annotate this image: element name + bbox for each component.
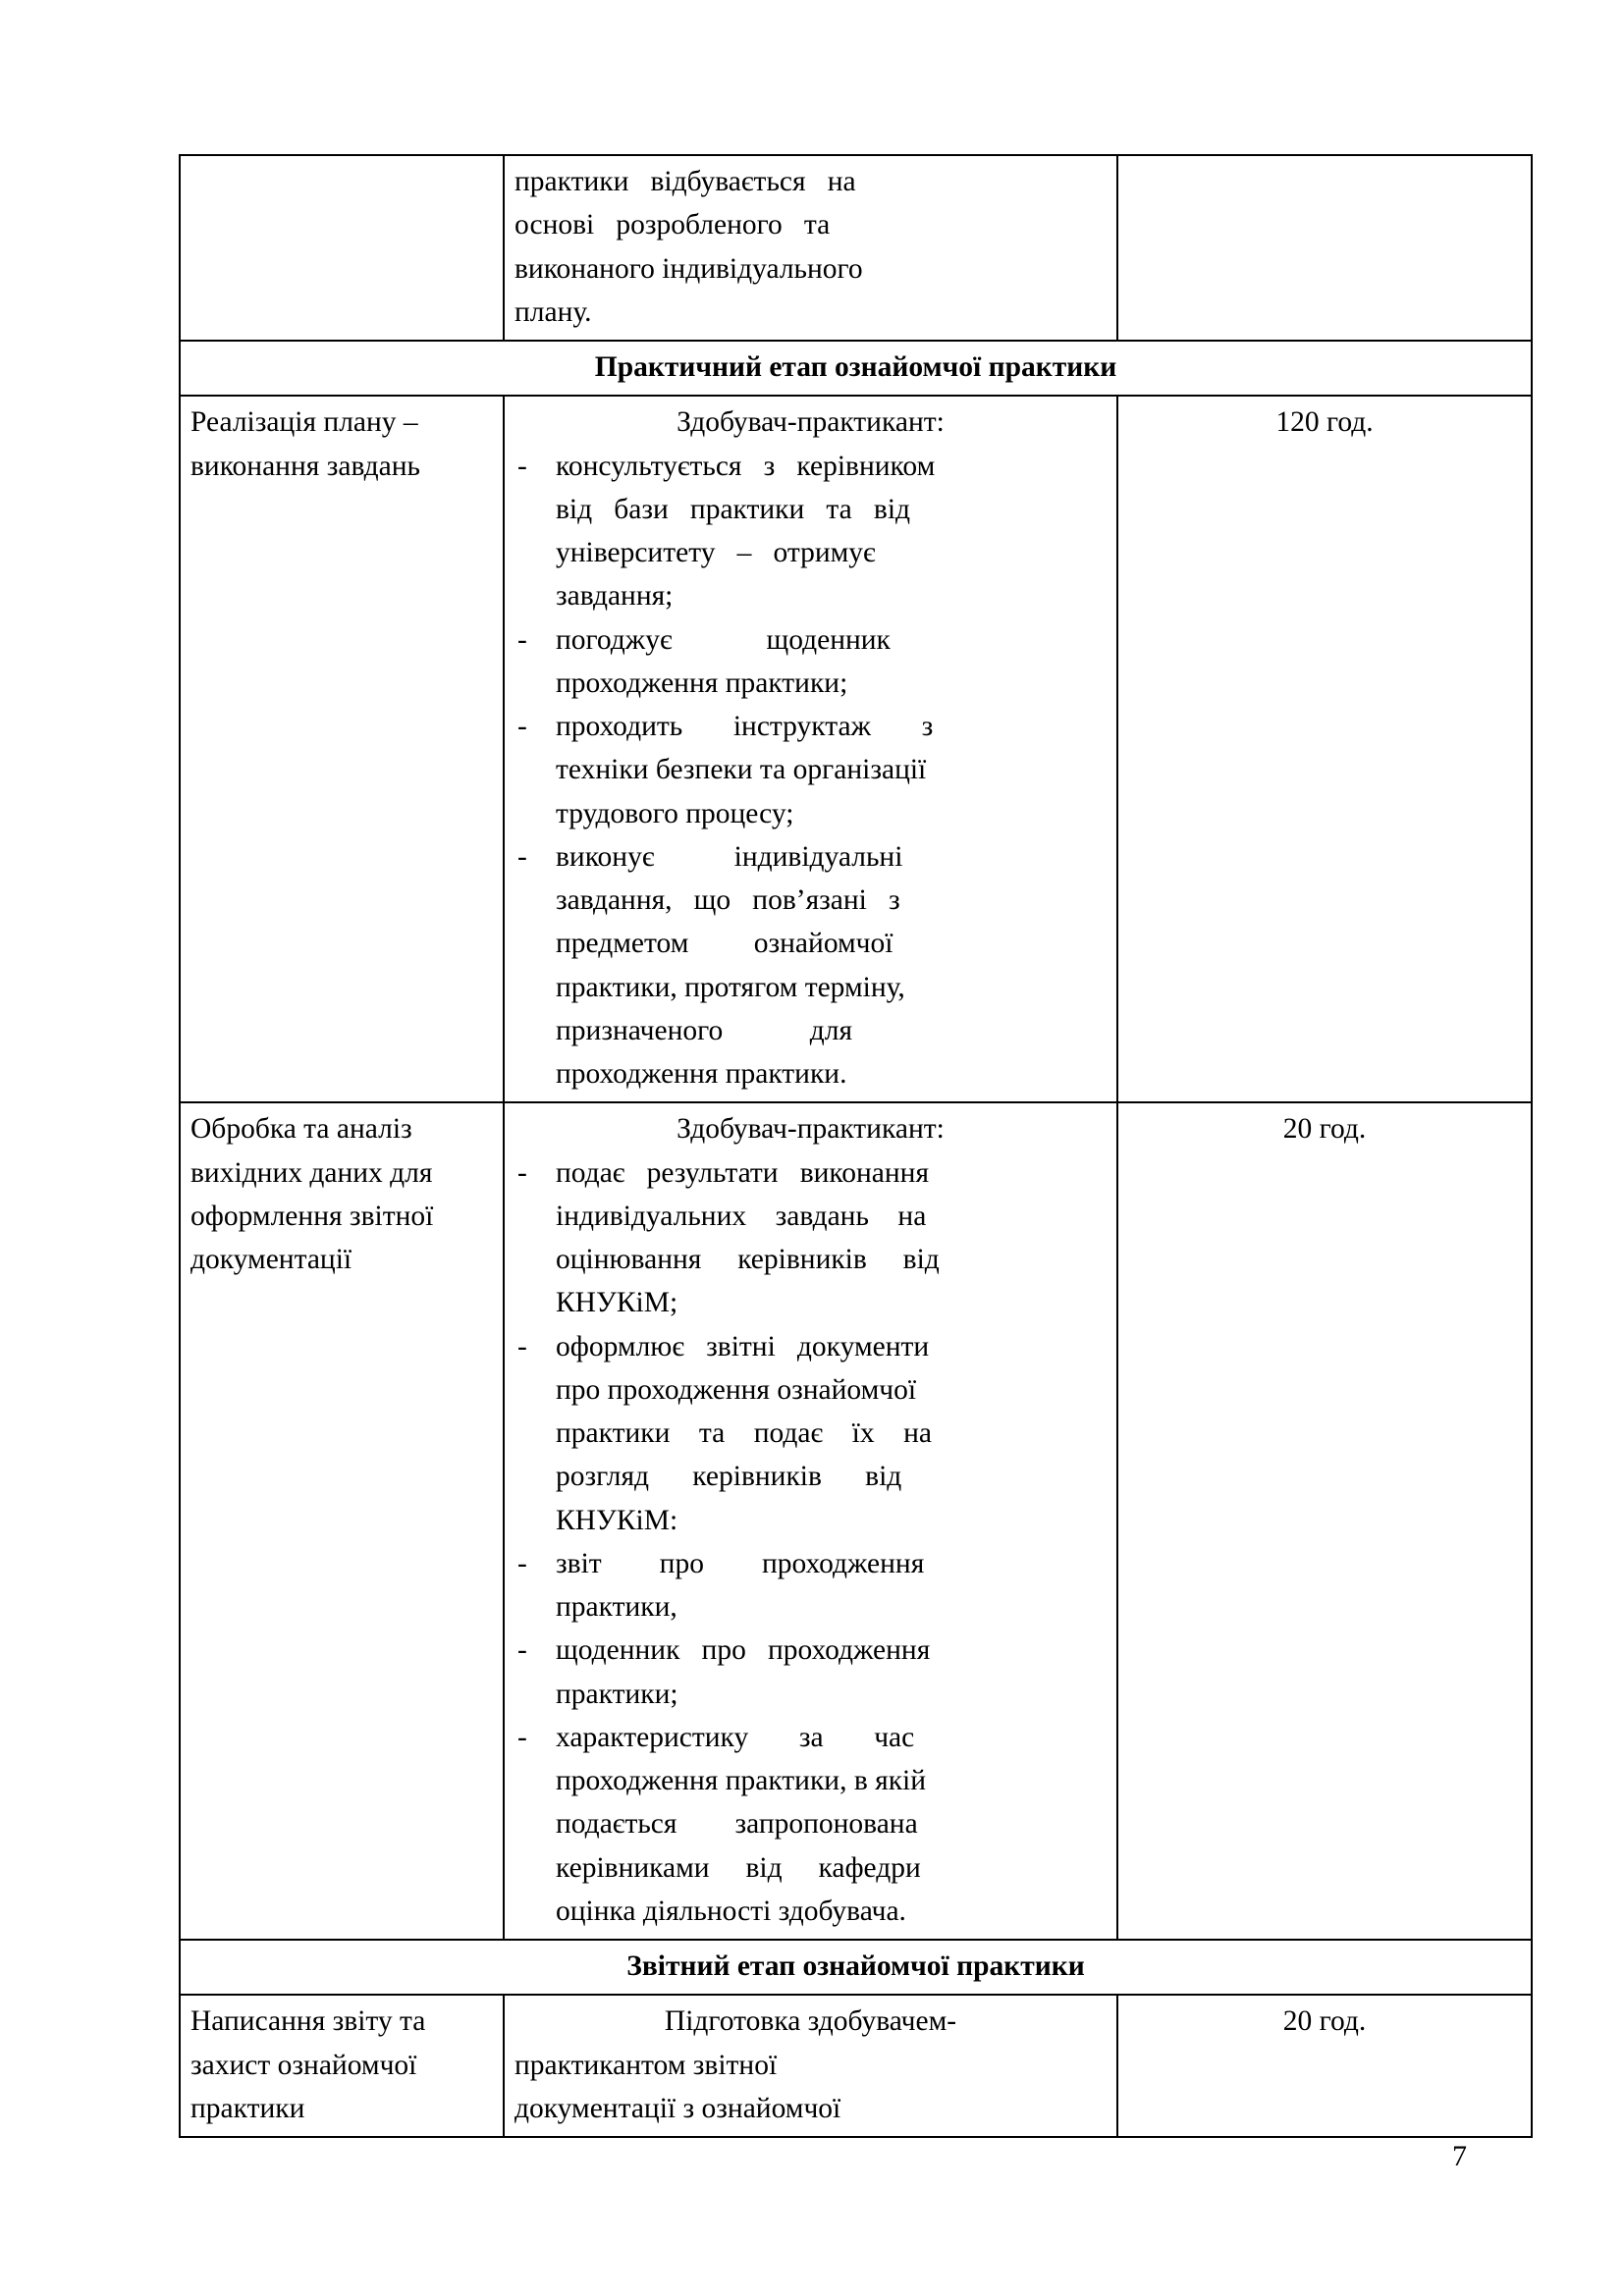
bullet-line [556,1716,1107,1759]
bullet-line [556,1846,1107,1890]
stage-cell [180,155,504,341]
bullet-line-text: завдання; [556,580,674,613]
bullet-line-text: призначеного для [556,1014,853,1046]
list-item [514,835,1107,1096]
description-cell [504,1995,1117,2137]
bullet-line [556,1281,1107,1324]
description-cell [504,396,1117,1102]
bullet-line [556,1009,1107,1052]
dash-bullet-icon: - [517,840,527,873]
bullet-line-text: оцінка діяльності здобувача. [556,1895,906,1927]
desc-line: Підготовка здобувачем- [664,2005,957,2038]
bullet-line-text: проходження практики, в якій [556,1765,927,1796]
stage-cell [180,1102,504,1940]
desc-line-text: виконаного індивідуального [514,252,863,285]
section-header-reporting: Звітний етап ознайомчої практики [180,1940,1532,1995]
bullet-line [556,1629,1107,1672]
bullet-line-text: характеристику за час [556,1721,915,1753]
stage-cell [180,396,504,1102]
bullet-line-text: практики, [556,1591,677,1623]
bullet-line [556,445,1107,488]
desc-lead: Здобувач-практикант: [677,406,945,439]
dash-bullet-icon: - [517,1547,527,1579]
dash-bullet-icon: - [517,623,527,656]
bullet-line-text: про проходження ознайомчої [556,1373,917,1406]
desc-line-text: практики відбувається на [514,166,856,197]
desc-lead: Здобувач-практикант: [677,1113,945,1146]
bullet-line-text: подається запропонована [556,1808,918,1841]
list-item [514,1325,1107,1542]
bullet-line-text: предметом ознайомчої [556,928,893,960]
section-header-practical: Практичний етап ознайомчої практики [180,341,1532,396]
bullet-line-text: подає результати виконання [556,1156,930,1189]
hours-cell [1117,155,1532,341]
bullet-line-text: завдання, що пов’язані з [556,884,900,916]
desc-line [514,160,1107,203]
bullet-line-text: керівниками від кафедри [556,1851,921,1884]
bullet-line-text: КНУКіМ; [556,1287,678,1319]
hours-cell [1117,1102,1532,1940]
bullet-line [556,618,1107,662]
bullet-line-text: виконує індивідуальні [556,840,903,873]
desc-line [514,2044,1107,2087]
desc-line-text: основі розробленого та [514,209,831,241]
dash-bullet-icon: - [517,1330,527,1362]
list-item [514,445,1107,618]
desc-line [514,247,1107,291]
bullet-line [556,1759,1107,1802]
bullet-line [556,1585,1107,1629]
bullet-line-text: щоденник про проходження [556,1634,931,1667]
desc-line [514,203,1107,246]
stage-cell [180,1995,504,2137]
bullet-line-text: КНУКіМ: [556,1504,678,1536]
bullet-list [514,1151,1107,1934]
hours-value: 120 год. [1275,406,1374,439]
list-item [514,1151,1107,1325]
desc-line [514,291,1107,334]
bullet-line-text: техніки безпеки та організації [556,754,927,786]
bullet-line-text: університету – отримує [556,537,876,568]
bullet-line-text: проходження практики; [556,667,848,699]
bullet-line-text: консультується з керівником [556,450,936,482]
table-section-row [180,341,1532,396]
table-row [180,1995,1532,2137]
table-row [180,1102,1532,1940]
bullet-line-text: трудового процесу; [556,797,794,829]
dash-bullet-icon: - [517,450,527,482]
bullet-line-text: практики, протягом терміну, [556,971,905,1003]
dash-bullet-icon: - [517,1156,527,1189]
bullet-line [556,792,1107,835]
table-row [180,396,1532,1102]
stage-label: Написання звіту та захист ознайомчої практики [190,2005,426,2124]
hours-cell [1117,1995,1532,2137]
page-number: 7 [1452,2140,1467,2172]
bullet-line [556,574,1107,617]
bullet-line-text: звіт про проходження [556,1547,925,1579]
list-item [514,1542,1107,1629]
bullet-line [556,1325,1107,1368]
bullet-line [556,1151,1107,1195]
stage-label: Обробка та аналіз вихідних даних для оформлення звітної документації [190,1113,434,1275]
list-item [514,1716,1107,1933]
bullet-line [556,1412,1107,1455]
desc-line-text: практикантом звітної [514,2049,778,2081]
bullet-line [556,1052,1107,1095]
bullet-line-text: оформлює звітні документи [556,1330,930,1362]
list-item [514,618,1107,706]
dash-bullet-icon: - [517,711,527,742]
bullet-line [556,966,1107,1009]
bullet-list [514,445,1107,1096]
bullet-line-text: практики та подає їх на [556,1417,932,1449]
dash-bullet-icon: - [517,1634,527,1667]
bullet-line [556,1238,1107,1281]
bullet-line [556,1195,1107,1238]
bullet-line-text: індивідуальних завдань на [556,1200,927,1232]
bullet-line-text: розгляд керівників від [556,1461,902,1493]
bullet-line [556,922,1107,965]
bullet-line [556,488,1107,531]
bullet-line [556,531,1107,574]
bullet-line [556,662,1107,705]
bullet-line [556,1499,1107,1542]
description-cell [504,1102,1117,1940]
bullet-line [556,705,1107,748]
bullet-line [556,1368,1107,1412]
hours-value: 20 год. [1282,2005,1367,2038]
table-row [180,155,1532,341]
hours-cell [1117,396,1532,1102]
stage-label: Реалізація плану – виконання завдань [190,406,420,482]
bullet-line-text: оцінювання керівників від [556,1244,940,1275]
dash-bullet-icon: - [517,1721,527,1753]
desc-line-text: плану. [514,295,592,328]
list-item [514,1629,1107,1716]
table-section-row [180,1940,1532,1995]
bullet-line-text: проходить інструктаж з [556,711,934,742]
bullet-line-text: від бази практики та від [556,493,911,525]
bullet-line [556,1890,1107,1933]
bullet-line-text: погоджує щоденник [556,623,891,656]
bullet-line [556,1802,1107,1845]
desc-line-text: документації з ознайомчої [514,2092,841,2124]
bullet-line [556,835,1107,879]
bullet-line [556,1455,1107,1498]
bullet-line [556,748,1107,791]
hours-value: 20 год. [1282,1113,1367,1146]
description-cell [504,155,1117,341]
bullet-line-text: практики; [556,1678,678,1710]
bullet-line [556,1673,1107,1716]
list-item [514,705,1107,835]
bullet-line-text: проходження практики. [556,1058,847,1090]
bullet-line [556,879,1107,922]
bullet-line [556,1542,1107,1585]
desc-line [514,2087,1107,2130]
internship-schedule-table [179,154,1533,2138]
